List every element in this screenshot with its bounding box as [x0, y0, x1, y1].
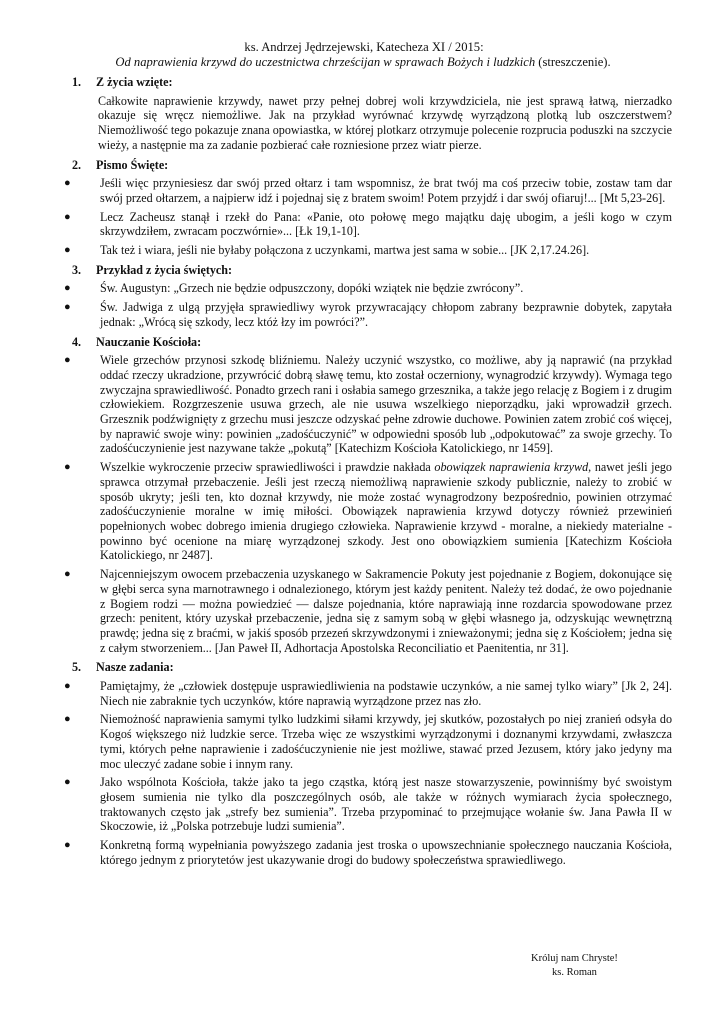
list-item-text: Tak też i wiara, jeśli nie byłaby połączona z uczynkami, martwa jest sama w sobie... [JK 2,17.24.26].	[100, 243, 590, 258]
signature-line-2: ks. Roman	[551, 967, 597, 978]
bullet-icon: ●	[64, 301, 71, 314]
bullet-icon: ●	[64, 568, 71, 581]
section-number: 2.	[72, 157, 82, 172]
list-item	[62, 775, 672, 834]
list-item	[62, 838, 672, 867]
list-item-text: Wszelkie wykroczenie przeciw sprawiedliwości i prawdzie nakłada obowiązek naprawienia krzywd, nawet jeśli jego sprawca otrzymał przebaczenie. Jeśli jest rzeczą niemożliwą naprawienie szkody publicznie, należy to zrobić w sposób ukryty; jeśli ten, kto doznał krzywdy, nie może zostać wynagrodzony bezpośrednio, powinien otrzymać zadośćuczynienie moralne w imię miłości. Obowiązek naprawienia krzywd dotyczy również przewinień popełnionych wobec dobrego imienia drugiego człowieka. Naprawienie krzywd - moralne, a niekiedy materialne - powinno być ocenione na miarę wyrządzonej szkody. Jest ono obowiązkiem sumienia [Katechizm Kościoła Katolickiego, nr 2487].	[100, 460, 672, 563]
list-item	[62, 210, 672, 239]
section-paragraph: Całkowite naprawienie krzywdy, nawet przy pełnej dobrej woli krzywdziciela, nie jest sprawą łatwą, nierzadko okazuje się wręcz niemożliwe. Jak na przykład wyrównać krzywdę wyrządzoną plotką lub oszczerstwem? Niemożliwość tego pokazuje znana opowiastka, w której plotkarz otrzymuje polecenie rozprucia poduszki na szczycie wieży, a następnie ma za zadanie pozbierać całe rozniesione przez wiatr pierze.	[98, 93, 672, 152]
bullet-icon: ●	[64, 244, 71, 257]
list-item	[62, 300, 672, 329]
bullet-icon: ●	[64, 210, 71, 223]
bullet-icon: ●	[64, 282, 71, 295]
section-number: 4.	[72, 334, 82, 349]
section-title: Przykład z życia świętych:	[96, 262, 233, 277]
list-item	[62, 176, 672, 205]
section-number: 5.	[72, 660, 82, 675]
section-heading	[62, 263, 672, 278]
list-item-text: Jeśli więc przyniesiesz dar swój przed ołtarz i tam wspomnisz, że brat twój ma coś przeciw tobie, zostaw tam dar swój przed ołtarzem, a najpierw idź i pojednaj się z bratem swoim! Potem przyjdź i dar swój ofiaruj!... [Mt 5,23-26].	[100, 176, 672, 205]
bullet-icon: ●	[64, 839, 71, 852]
document-title: ks. Andrzej Jędrzejewski, Katecheza XI / 2015:	[244, 40, 484, 54]
signature-line-1: Króluj nam Chryste!	[531, 953, 618, 964]
list-item-text: Św. Augustyn: „Grzech nie będzie odpuszczony, dopóki wziątek nie będzie zwrócony”.	[100, 281, 524, 296]
signature	[531, 952, 618, 980]
section-title: Nauczanie Kościoła:	[96, 334, 202, 349]
document-subtitle	[54, 55, 672, 70]
list-item	[62, 567, 672, 655]
bullet-icon: ●	[64, 461, 71, 474]
bullet-icon: ●	[64, 680, 71, 693]
list-item	[62, 353, 672, 456]
list-item-text: Konkretną formą wypełniania powyższego zadania jest troska o upowszechnianie społecznego nauczania Kościoła, którego jednym z priorytetów jest ukazywanie drogi do budowy społeczeństwa sprawiedliwego.	[100, 838, 672, 867]
list-item	[62, 460, 672, 563]
list-item	[62, 712, 672, 771]
section-heading	[62, 335, 672, 350]
section-title: Nasze zadania:	[96, 660, 174, 675]
section-title: Pismo Święte:	[96, 157, 169, 172]
list-item-text: Jako wspólnota Kościoła, także jako ta jego cząstka, którą jest nasze stowarzyszenie, powinniśmy być swoistym głosem sumienia nie tylko dla poszczególnych osób, ale także w różnych wymiarach życia społecznego, traktowanych często jak „strefy bez sumienia”. Trzeba przypominać to przejmujące wołanie św. Jana Pawła II w Skoczowie, iż „Polska potrzebuje ludzi sumienia”.	[100, 775, 672, 834]
emphasis-text: obowiązek naprawienia krzywd	[434, 460, 589, 475]
subtitle-italic: Od naprawienia krzywd do uczestnictwa chrześcijan w sprawach Bożych i ludzkich	[115, 55, 536, 69]
section-heading	[62, 75, 672, 90]
section-heading	[62, 158, 672, 173]
subtitle-rest: (streszczenie).	[535, 55, 611, 69]
section-title: Z życia wzięte:	[96, 75, 173, 89]
section-heading	[62, 660, 672, 675]
list-item-text: Pamiętajmy, że „człowiek dostępuje usprawiedliwienia na podstawie uczynków, a nie samej tylko wiary” [Jk 2, 24]. Niech nie zabraknie tych uczynków, które naprawią wyrządzone przez nas zło.	[100, 679, 672, 708]
list-item-text: Niemożność naprawienia samymi tylko ludzkimi siłami krzywdy, jej skutków, pozostałych po niej zranień odsyła do Kogoś większego niż ludzkie serce. Trzeba więc ze wszystkimi wyrządzonymi i doznanymi krzywdami, zwłaszcza tymi, których pełne naprawienie i zadośćuczynienie nie jest możliwe, stawać przed Jezusem, który jako jedyny ma moc uleczyć zadane sobie i innym rany.	[100, 712, 672, 771]
list-item	[62, 243, 672, 258]
bullet-icon: ●	[64, 177, 71, 190]
list-item-text: Wiele grzechów przynosi szkodę bliźniemu. Należy uczynić wszystko, co możliwe, aby ją naprawić (na przykład oddać rzeczy ukradzione, przywrócić dobrą sławę temu, kto został oczerniony, wynagrodzić krzywdy). Wymaga tego zwyczajna sprawiedliwość. Ponadto grzech rani i osłabia samego grzesznika, a także jego relację z Bogiem i z drugim człowiekiem. Rozgrzeszenie usuwa grzech, ale nie usuwa wszelkiego nieporządku, jaki wprowadził grzech. Grzesznik podźwignięty z grzechu musi jeszcze odzyskać pełne zdrowie duchowe. Powinien zatem zrobić coś więcej, by naprawić swoje winy: powinien „zadośćuczynić” w odpowiedni sposób lub „odpokutować” za swoje grzechy. To zadośćuczynienie jest nazywane także „pokutą” [Katechizm Kościoła Katolickiego, nr 1459].	[100, 353, 672, 456]
section-number: 1.	[72, 75, 82, 89]
list-item-text: Najcenniejszym owocem przebaczenia uzyskanego w Sakramencie Pokuty jest pojednanie z Bogiem, dokonujące się w głębi serca syna marnotrawnego i odnalezionego, którym jest każdy penitent. Należy też dodać, że owo pojednanie z Bogiem rodzi — można powiedzieć — dalsze pojednania, które naprawiają inne rozdarcia spowodowane przez grzech: penitent, który uzyskał przebaczenie, jedna się z samym sobą w głębi własnego ja, odzyskując wewnętrzną prawdę; jedna się z braćmi, w jakiś sposób przezeń skrzywdzonymi i znieważonymi; jedna się z Kościołem; jedna się z całym stworzeniem... [Jan Paweł II, Adhortacja Apostolska Reconciliatio et Paenitentia, nr 31].	[100, 567, 672, 655]
list-item-text: Lecz Zacheusz stanął i rzekł do Pana: «Panie, oto połowę mego majątku daję ubogim, a jeśli kogo w czym skrzywdziłem, zwracam poczwórnie»... [Łk 19,1-10].	[100, 209, 672, 239]
list-item-text: Św. Jadwiga z ulgą przyjęła sprawiedliwy wyrok przywracający chłopom zabrany bezprawnie dobytek, zapytała jednak: „Wrócą się szkody, lecz któż łzy im powróci?”.	[100, 300, 672, 329]
bullet-icon: ●	[64, 354, 71, 367]
bullet-icon: ●	[64, 776, 71, 789]
section-number: 3.	[72, 262, 82, 277]
list-item	[62, 281, 672, 296]
bullet-icon: ●	[64, 713, 71, 726]
list-item	[62, 679, 672, 708]
